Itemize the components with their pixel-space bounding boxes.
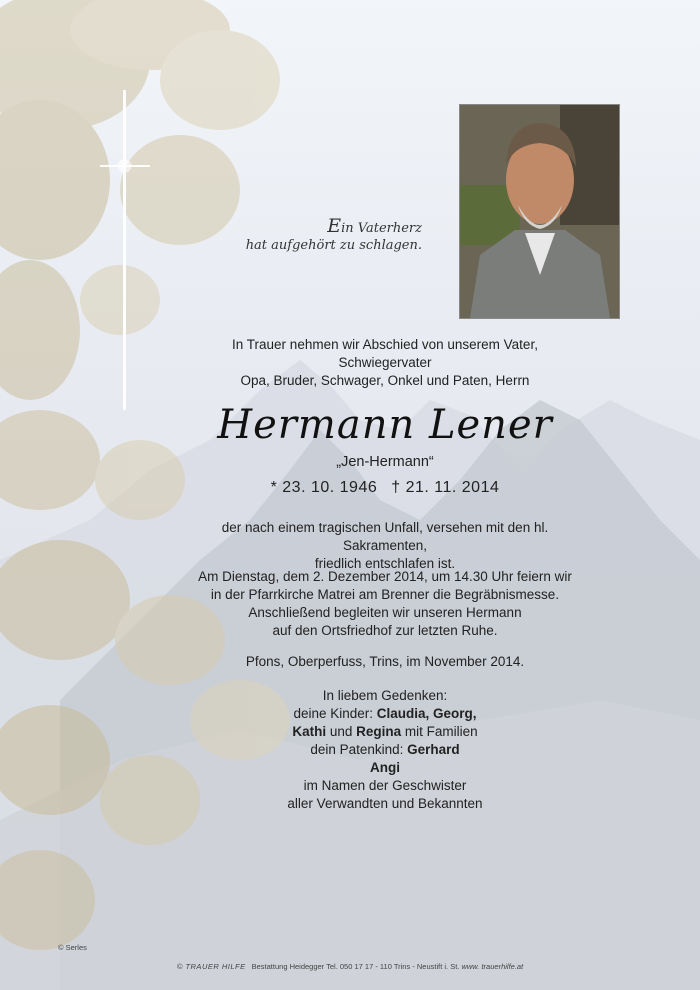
mourners-siblings: im Namen der Geschwister [303, 778, 467, 793]
life-dates [195, 478, 575, 498]
families-text: mit Familien [401, 724, 478, 739]
intro-text [195, 336, 575, 390]
portrait-photo [459, 104, 620, 319]
quote-initial: E [327, 215, 342, 237]
mourners-godchild [195, 741, 575, 759]
birth-date: * 23. 10. 1946 [270, 479, 378, 496]
children-names: Claudia, Georg, [376, 706, 477, 721]
death-note [195, 519, 575, 573]
mourners-children [195, 705, 575, 723]
footer-website-link[interactable]: www. trauerhilfe.at [461, 962, 524, 971]
service-line-4: auf den Ortsfriedhof zur letzten Ruhe. [272, 623, 498, 638]
mourners-children-2 [195, 723, 575, 741]
service-line-1: Am Dienstag, dem 2. Dezember 2014, um 14.30 Uhr feiern wir [198, 569, 572, 584]
photo-copyright: © Serles [58, 943, 87, 952]
mourners-heading: In liebem Gedenken: [322, 688, 448, 703]
footer-brand: © TRAUER HILFE [176, 962, 246, 971]
death-date: † 21. 11. 2014 [391, 479, 500, 496]
quote-line-2: hat aufgehört zu schlagen. [245, 238, 422, 253]
service-line-2: in der Pfarrkirche Matrei am Brenner die Begräbnismesse. [210, 587, 560, 602]
service-info [195, 568, 575, 640]
deceased-nickname: „Jen-Hermann“ [336, 454, 434, 470]
child-regina: Regina [356, 724, 402, 739]
footer-text: Bestattung Heidegger Tel. 050 17 17 - 110 Trins - Neustift i. St. [251, 962, 462, 971]
death-note-line-1: der nach einem tragischen Unfall, versehen mit den hl. Sakramenten, [221, 520, 549, 553]
child-kathi: Kathi [292, 724, 327, 739]
deceased-name: Hermann Lener [217, 402, 553, 448]
quote [182, 215, 422, 254]
intro-line-2: Opa, Bruder, Schwager, Onkel und Paten, Herrn [240, 373, 530, 388]
death-note-line-2: friedlich entschlafen ist. [314, 556, 456, 571]
service-line-3: Anschließend begleiten wir unseren Hermann [248, 605, 522, 620]
place-date: Pfons, Oberperfuss, Trins, im November 2014. [245, 654, 525, 669]
quote-line-1: in Vaterherz [341, 221, 422, 236]
portrait-image [460, 105, 619, 318]
children-prefix: deine Kinder: [293, 706, 377, 721]
godchild-angi: Angi [370, 760, 400, 775]
cross-icon [100, 90, 150, 410]
mourners [195, 687, 575, 813]
footer [0, 962, 700, 971]
and-text: und [326, 724, 357, 739]
intro-line-1: In Trauer nehmen wir Abschied von unserem Vater, Schwiegervater [232, 337, 538, 370]
mourners-relatives: aller Verwandten und Bekannten [287, 796, 483, 811]
godchild-name: Gerhard [407, 742, 460, 757]
godchild-prefix: dein Patenkind: [310, 742, 408, 757]
